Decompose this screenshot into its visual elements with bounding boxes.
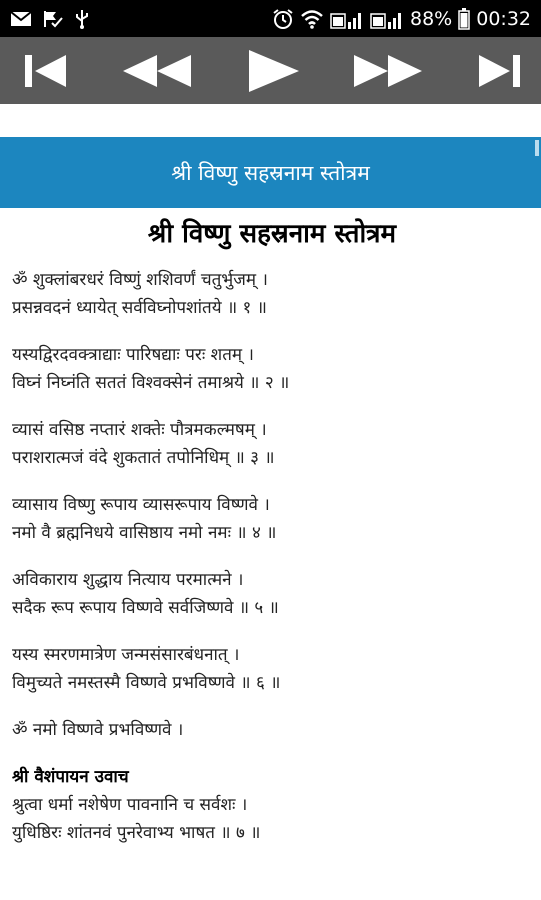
signal-sim2-icon	[370, 8, 404, 30]
verse-line: श्रुत्वा धर्मा नशेषेण पावनानि च सर्वशः ।	[12, 795, 248, 815]
verse-line: ॐ नमो विष्णवे प्रभविष्णवे ।	[12, 720, 184, 740]
player-controls	[0, 37, 541, 104]
page-title: श्री विष्णु सहस्रनाम स्तोत्रम	[147, 219, 397, 249]
play-button[interactable]	[243, 37, 303, 104]
verse-line: व्यासाय विष्णु रूपाय व्यासरूपाय विष्णवे ।	[12, 495, 270, 515]
verse-line: अविकाराय शुद्धाय नित्याय परमात्मने ।	[12, 570, 244, 590]
fast-forward-button[interactable]	[350, 37, 426, 104]
clock: 00:32	[476, 7, 531, 30]
om-line	[12, 716, 532, 744]
fast-forward-icon	[350, 51, 426, 91]
status-bar-right	[272, 8, 531, 30]
flag-check-icon	[42, 9, 64, 29]
signal-sim1-icon	[330, 8, 364, 30]
verse-line: व्यासं वसिष्ठ नप्तारं शक्तेः पौत्रमकल्मषम् ।	[12, 420, 267, 440]
verse	[12, 566, 532, 622]
battery-icon	[458, 8, 470, 30]
scroll-indicator[interactable]	[535, 140, 539, 156]
section-subheading: श्री वैशंपायन उवाच	[12, 767, 129, 787]
skip-next-button[interactable]	[473, 37, 523, 104]
rewind-icon	[119, 51, 195, 91]
verse-line: यस्य स्मरणमात्रेण जन्मसंसारबंधनात् ।	[12, 645, 240, 665]
verse	[12, 491, 532, 547]
verse-line: ॐ शुक्लांबरधरं विष्णुं शशिवर्णं चतुर्भुजम् ।	[12, 270, 268, 290]
alarm-icon	[272, 8, 294, 30]
skip-previous-button[interactable]	[22, 37, 72, 104]
verse-line: विघ्नं निघ्नंति सततं विश्वक्सेनं तमाश्रये ॥ २ ॥	[12, 373, 290, 393]
rewind-button[interactable]	[119, 37, 195, 104]
verse-line: प्रसन्नवदनं ध्यायेत् सर्वविघ्नोपशांतये ॥ १ ॥	[12, 298, 267, 318]
verse-line: पराशरात्मजं वंदे शुकतातं तपोनिधिम् ॥ ३ ॥	[12, 448, 275, 468]
skip-next-icon	[473, 51, 523, 91]
title-bar-text: श्री विष्णु सहस्रनाम स्तोत्रम	[171, 160, 370, 185]
verse	[12, 416, 532, 472]
skip-previous-icon	[22, 51, 72, 91]
verse-line: यस्यद्विरदवक्त्राद्याः पारिषद्याः परः शतम् ।	[12, 345, 254, 365]
wifi-icon	[300, 9, 324, 29]
status-bar	[0, 0, 541, 37]
usb-icon	[74, 9, 90, 29]
play-icon	[243, 48, 303, 94]
verse-line: विमुच्यते नमस्तस्मै विष्णवे प्रभविष्णवे ॥ ६ ॥	[12, 673, 281, 693]
verse	[12, 791, 532, 847]
stotra-content	[12, 214, 532, 866]
verse-line: नमो वै ब्रह्मनिधये वासिष्ठाय नमो नमः ॥ ४ ॥	[12, 523, 277, 543]
verse	[12, 341, 532, 397]
verse-line: युधिष्ठिरः शांतनवं पुनरेवाभ्य भाषत ॥ ७ ॥	[12, 823, 261, 843]
verse	[12, 266, 532, 322]
verse-line: सदैक रूप रूपाय विष्णवे सर्वजिष्णवे ॥ ५ ॥	[12, 598, 279, 618]
mail-icon	[10, 11, 32, 27]
battery-percent: 88%	[410, 7, 453, 30]
verse	[12, 641, 532, 697]
title-bar	[0, 137, 541, 208]
status-bar-left	[10, 9, 90, 29]
